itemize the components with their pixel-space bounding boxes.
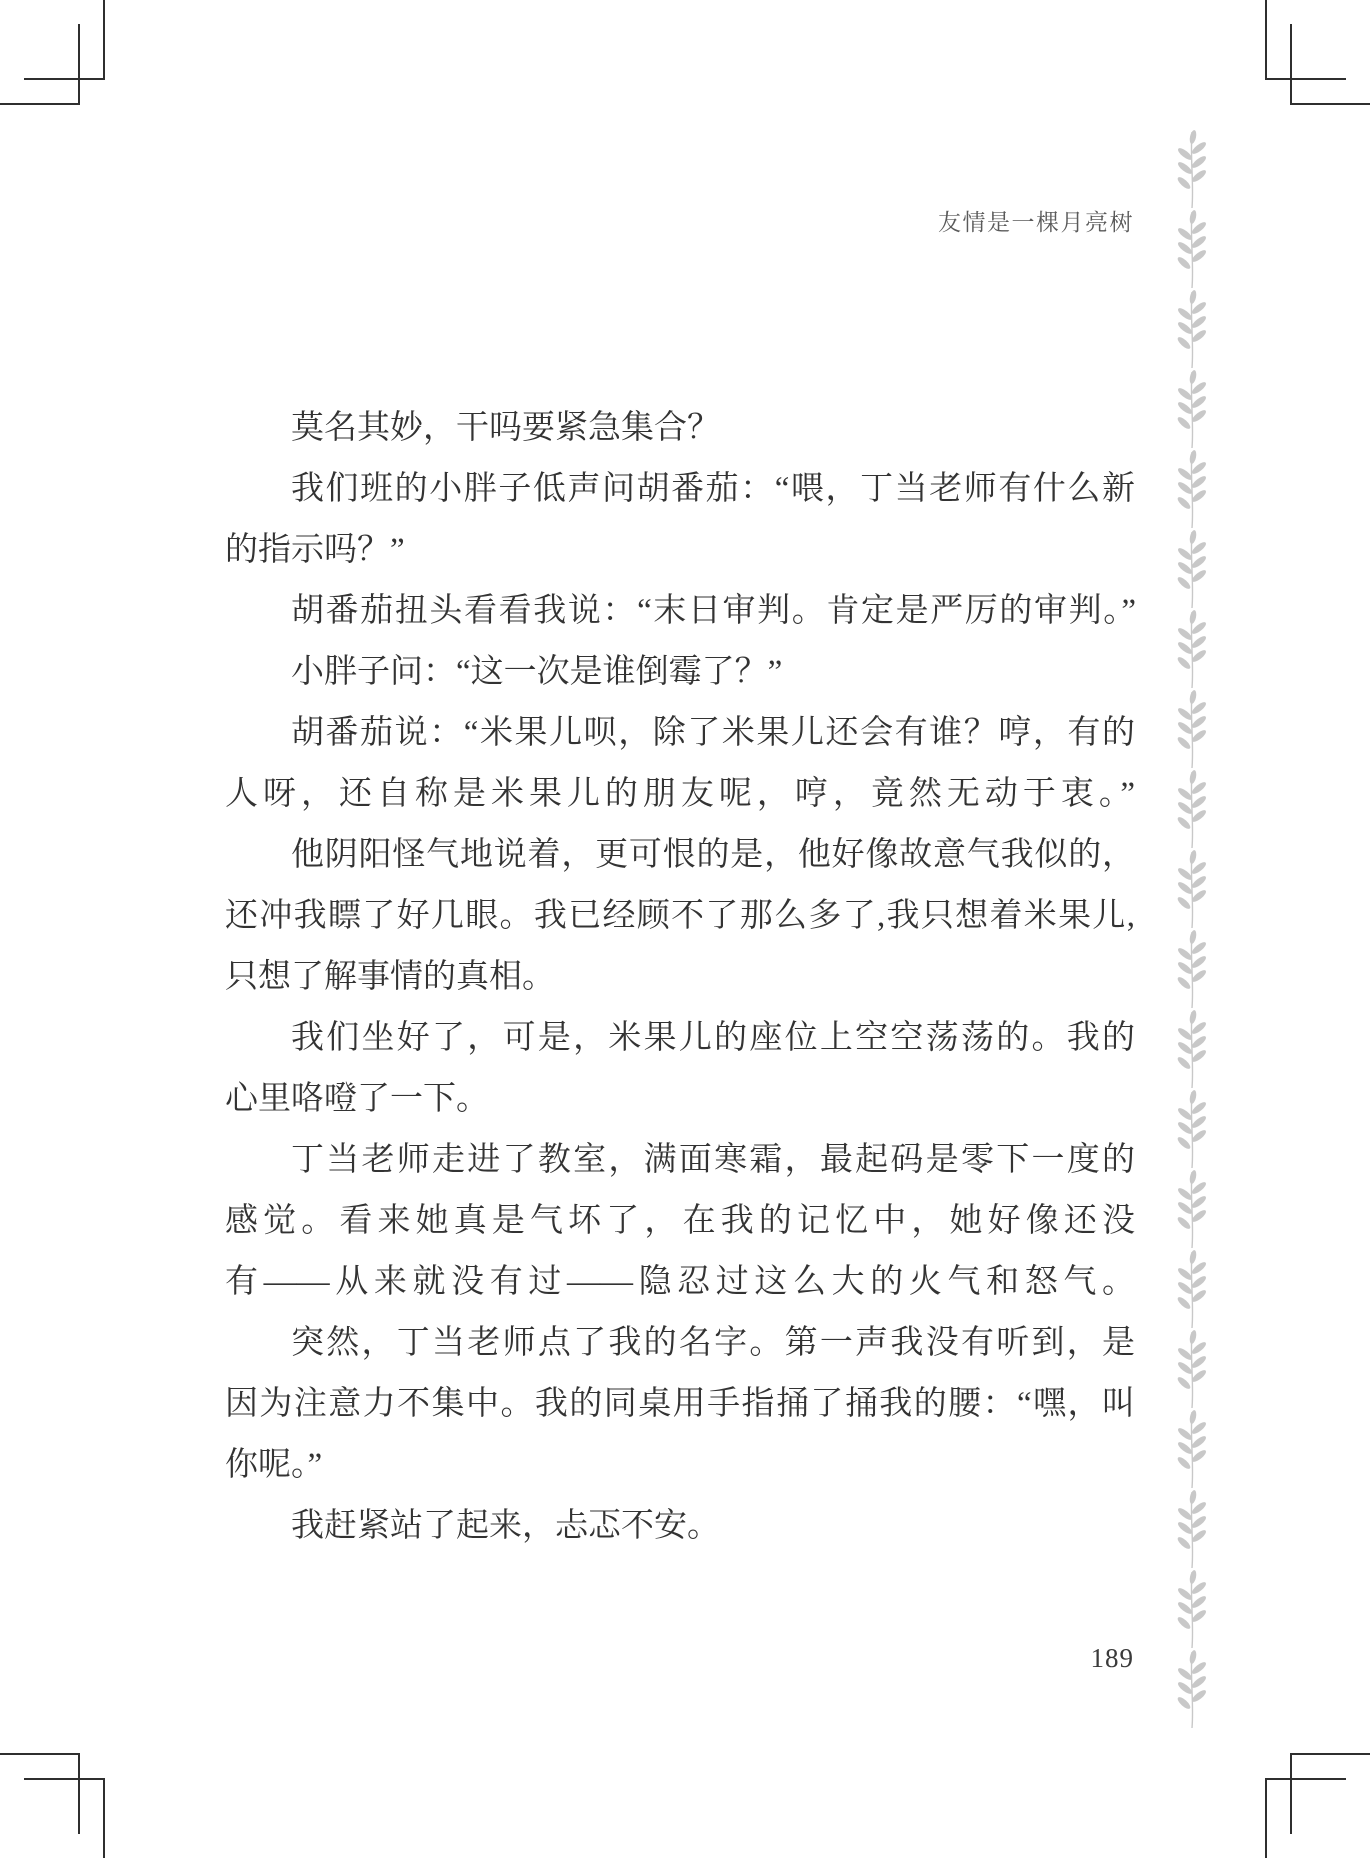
text-line: 有——从来就没有过——隐忍过这么大的火气和怒气。 bbox=[225, 1264, 1135, 1300]
text-line: 人呀，还自称是米果儿的朋友呢，哼，竟然无动于衷。” bbox=[225, 776, 1135, 812]
text-line: 小胖子问：“这一次是谁倒霉了？” bbox=[291, 654, 783, 690]
running-header-title: 友情是一棵月亮树 bbox=[938, 210, 1134, 235]
text-line: 感觉。看来她真是气坏了，在我的记忆中，她好像还没 bbox=[225, 1203, 1135, 1239]
paragraph bbox=[225, 1313, 1135, 1496]
corner-mark-bottom-right-inner bbox=[1290, 1753, 1370, 1834]
page-number: 189 bbox=[1090, 1643, 1134, 1673]
corner-mark-top-right-inner bbox=[1290, 24, 1370, 105]
text-line: 还冲我瞟了好几眼。我已经顾不了那么多了,我只想着米果儿, bbox=[225, 898, 1135, 934]
text-line: 莫名其妙，干吗要紧急集合？ bbox=[291, 410, 720, 446]
text-line: 你呢。” bbox=[225, 1447, 323, 1483]
paragraph bbox=[225, 1130, 1135, 1313]
paragraph bbox=[225, 642, 1135, 703]
corner-mark-top-left-inner bbox=[0, 24, 80, 105]
paragraph bbox=[225, 825, 1135, 1008]
paragraph bbox=[225, 1496, 1135, 1557]
paragraph bbox=[225, 398, 1135, 459]
paragraph bbox=[225, 581, 1135, 642]
leaf-sprig-ornament-icon bbox=[1170, 128, 1214, 1728]
text-line: 因为注意力不集中。我的同桌用手指捅了捅我的腰：“嘿，叫 bbox=[225, 1386, 1135, 1422]
paragraph bbox=[225, 1008, 1135, 1130]
corner-mark-bottom-left-inner bbox=[0, 1753, 80, 1834]
paragraph bbox=[225, 703, 1135, 825]
text-line: 心里咯噔了一下。 bbox=[225, 1081, 489, 1117]
text-line: 胡番茄扭头看看我说：“末日审判。肯定是严厉的审判。” bbox=[291, 593, 1135, 629]
paragraph bbox=[225, 459, 1135, 581]
text-line: 胡番茄说：“米果儿呗，除了米果儿还会有谁？哼，有的 bbox=[291, 715, 1135, 751]
text-line: 我们坐好了，可是，米果儿的座位上空空荡荡的。我的 bbox=[291, 1020, 1135, 1056]
text-line: 只想了解事情的真相。 bbox=[225, 959, 555, 995]
text-line: 的指示吗？” bbox=[225, 532, 405, 568]
text-line: 他阴阳怪气地说着，更可恨的是，他好像故意气我似的， bbox=[291, 837, 1135, 873]
text-line: 我们班的小胖子低声问胡番茄：“喂，丁当老师有什么新 bbox=[291, 471, 1135, 507]
body-text bbox=[225, 398, 1135, 1557]
text-line: 突然，丁当老师点了我的名字。第一声我没有听到，是 bbox=[291, 1325, 1135, 1361]
text-line: 我赶紧站了起来，忐忑不安。 bbox=[291, 1508, 720, 1544]
text-line: 丁当老师走进了教室，满面寒霜，最起码是零下一度的 bbox=[291, 1142, 1135, 1178]
